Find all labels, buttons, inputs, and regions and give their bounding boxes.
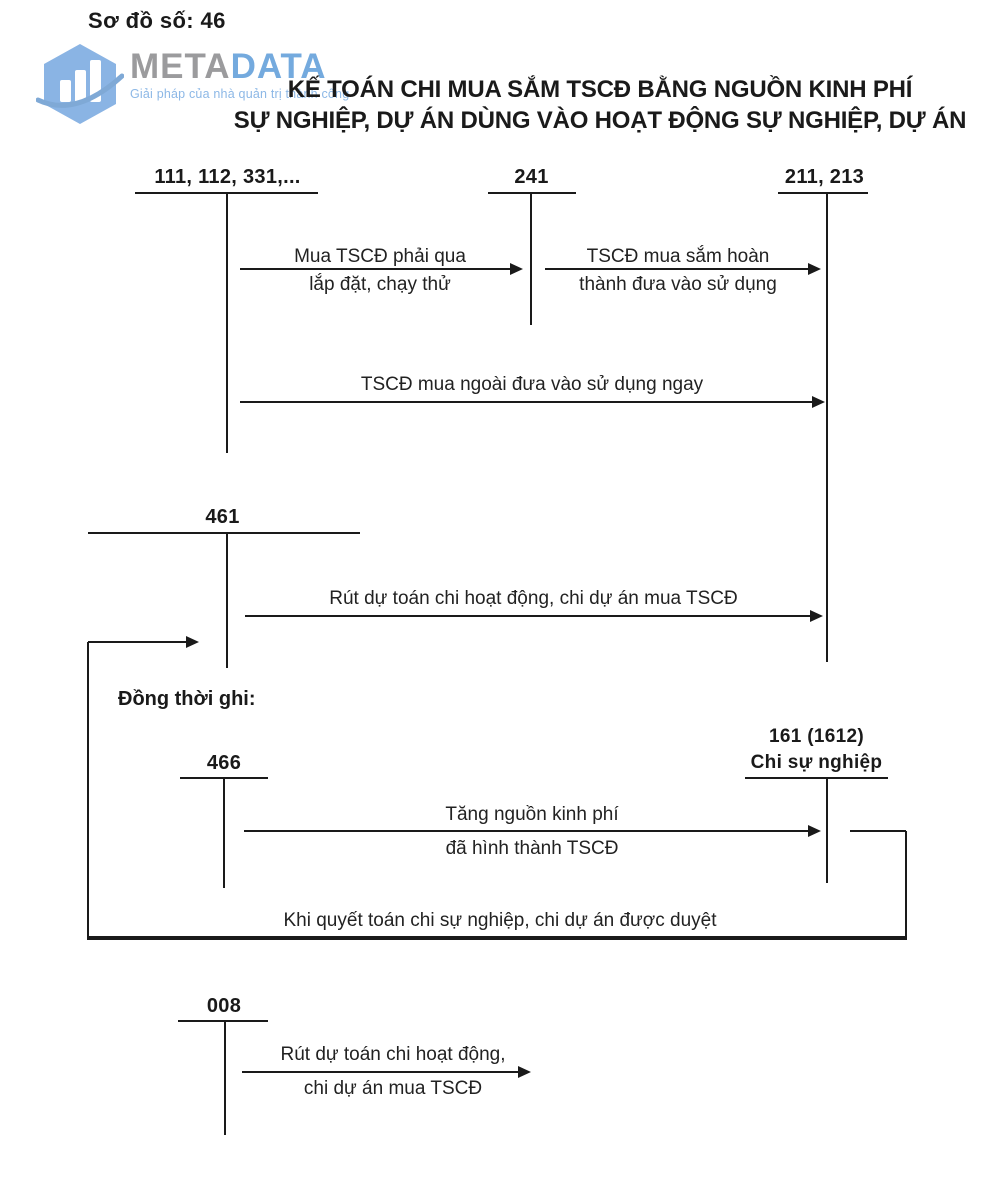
account-008-horizontal-line <box>178 1020 268 1022</box>
logo-brand-data: DATA <box>230 47 327 86</box>
flow5-arrow <box>244 825 820 837</box>
account-label-161-line2: Chi sự nghiệp <box>750 752 883 773</box>
flow5-label-line1: Tăng nguồn kinh phí <box>445 804 619 825</box>
account-label-161-line1: 161 (1612) <box>769 726 864 747</box>
arrowhead-icon <box>808 263 821 275</box>
arrowhead-icon <box>808 825 821 837</box>
account-label-008: 008 <box>206 995 242 1017</box>
flow5-label-line2: đã hình thành TSCĐ <box>445 838 619 859</box>
page-title <box>215 74 985 136</box>
account-466-vertical-line <box>223 777 225 888</box>
page-title-line2: SỰ NGHIỆP, DỰ ÁN DÙNG VÀO HOẠT ĐỘNG SỰ NGHIỆP, DỰ ÁN <box>233 107 967 134</box>
flow2-label-line2: thành đưa vào sử dụng <box>579 274 777 295</box>
account-461-vertical-line <box>226 532 228 668</box>
page-title-line1: KẾ TOÁN CHI MUA SẮM TSCĐ BẰNG NGUỒN KINH PHÍ <box>287 76 913 103</box>
logo-tagline: Giải pháp của nhà quản trị thành công <box>130 87 350 101</box>
account-161-vertical-line <box>826 777 828 883</box>
flow2-label-line1: TSCĐ mua sắm hoàn <box>586 246 770 267</box>
flow7-label-line2: chi dự án mua TSCĐ <box>303 1078 483 1099</box>
account-008-vertical-line <box>224 1020 226 1135</box>
flow1-label-line1: Mua TSCĐ phải qua <box>294 246 466 267</box>
flow6-label: Khi quyết toán chi sự nghiệp, chi dự án được duyệt <box>283 910 717 931</box>
flow7-label-line1: Rút dự toán chi hoạt động, <box>280 1044 506 1065</box>
account-label-241: 241 <box>514 166 549 188</box>
account-241-horizontal-line <box>488 192 576 194</box>
account-241-vertical-line <box>530 192 532 325</box>
loop-stub-from-161 <box>850 830 906 832</box>
account-label-466: 466 <box>206 752 242 774</box>
account-211-horizontal-line <box>778 192 868 194</box>
loop-arrow-into-461 <box>88 636 198 648</box>
account-161-horizontal-line <box>745 777 888 779</box>
loop-left-vertical-line <box>87 642 89 940</box>
metadata-logo-icon <box>36 42 124 131</box>
simultaneous-note: Đồng thời ghi: <box>118 688 256 710</box>
loop-bottom-horizontal-line <box>87 936 907 940</box>
flow3-label: TSCĐ mua ngoài đưa vào sử dụng ngay <box>360 374 704 395</box>
logo-brand-meta: META <box>130 47 231 86</box>
account-label-211-213: 211, 213 <box>784 166 865 188</box>
loop-right-vertical-line <box>905 831 907 939</box>
account-211-vertical-line <box>826 192 828 662</box>
arrowhead-icon <box>810 610 823 622</box>
account-label-111-112-331: 111, 112, 331,... <box>154 166 301 188</box>
arrowhead-icon <box>812 396 825 408</box>
arrowhead-icon <box>186 636 199 648</box>
diagram-number: Sơ đồ số: 46 <box>88 8 226 33</box>
flow3-arrow <box>240 396 824 408</box>
flow4-label: Rút dự toán chi hoạt động, chi dự án mua TSCĐ <box>329 588 738 609</box>
arrowhead-icon <box>510 263 523 275</box>
account-461-horizontal-line <box>88 532 360 534</box>
flow4-arrow <box>245 610 822 622</box>
flow7-arrow <box>242 1066 530 1078</box>
account-label-461: 461 <box>205 506 240 528</box>
arrowhead-icon <box>518 1066 531 1078</box>
flow1-label-line2: lắp đặt, chạy thử <box>309 274 451 295</box>
account-111-vertical-line <box>226 192 228 453</box>
